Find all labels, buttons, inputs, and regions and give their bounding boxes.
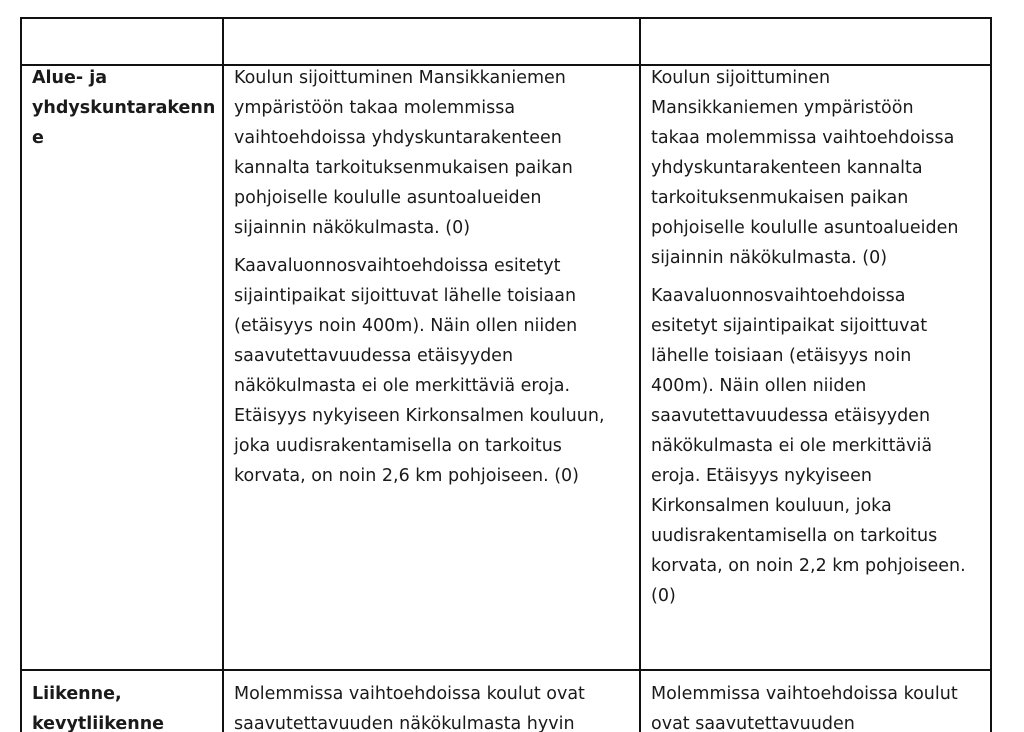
heading-line: kevytliikenne xyxy=(32,714,165,732)
text-line: ovat saavutettavuuden xyxy=(651,714,855,732)
text-line: kannalta tarkoituksenmukaisen paikan xyxy=(234,158,573,178)
heading-line: Alue- ja xyxy=(32,68,108,88)
text-line: takaa molemmissa vaihtoehdoissa xyxy=(651,128,955,148)
text-line: uudisrakentamisella on tarkoitus xyxy=(651,526,938,546)
text-line: korvata, on noin 2,6 km pohjoiseen. (0) xyxy=(234,466,580,486)
column-divider-2 xyxy=(639,17,641,732)
text-line: pohjoiselle koululle asuntoalueiden xyxy=(234,188,542,208)
row1-col3-text xyxy=(651,63,966,611)
text-line: pohjoiselle koululle asuntoalueiden xyxy=(651,218,959,238)
table-border-top xyxy=(20,17,992,19)
text-line: Molemmissa vaihtoehdoissa koulut xyxy=(651,684,958,704)
text-line: esitetyt sijaintipaikat sijoittuvat xyxy=(651,316,928,336)
paragraph xyxy=(651,281,966,611)
text-line: näkökulmasta ei ole merkittäviä xyxy=(651,436,933,456)
paragraph xyxy=(651,63,966,273)
text-line: saavutettavuudessa etäisyyden xyxy=(234,346,514,366)
row-heading-liikenne xyxy=(32,679,164,732)
text-line: Kaavaluonnosvaihtoehdoissa esitetyt xyxy=(234,256,561,276)
paragraph xyxy=(651,679,958,732)
text-line: tarkoituksenmukaisen paikan xyxy=(651,188,909,208)
row2-col3-text xyxy=(651,679,958,732)
text-line: (0) xyxy=(651,586,676,606)
text-line: Koulun sijoittuminen Mansikkaniemen xyxy=(234,68,566,88)
row2-col2-text xyxy=(234,679,585,732)
text-line: sijainnin näkökulmasta. (0) xyxy=(234,218,471,238)
heading-line: Liikenne, xyxy=(32,684,122,704)
paragraph xyxy=(234,251,605,491)
column-divider-1 xyxy=(222,17,224,732)
text-line: 400m). Näin ollen niiden xyxy=(651,376,867,396)
text-line: korvata, on noin 2,2 km pohjoiseen. xyxy=(651,556,966,576)
text-line: Kaavaluonnosvaihtoehdoissa xyxy=(651,286,906,306)
text-line: saavutettavuudessa etäisyyden xyxy=(651,406,931,426)
text-line: Koulun sijoittuminen xyxy=(651,68,831,88)
paragraph xyxy=(234,63,605,243)
heading-line: e xyxy=(32,128,44,148)
heading-line: yhdyskuntarakenn xyxy=(32,98,216,118)
row-divider-2 xyxy=(20,669,992,671)
table-border-left xyxy=(20,17,22,732)
text-line: Mansikkaniemen ympäristöön xyxy=(651,98,914,118)
text-line: joka uudisrakentamisella on tarkoitus xyxy=(234,436,562,456)
text-line: lähelle toisiaan (etäisyys noin xyxy=(651,346,912,366)
text-line: näkökulmasta ei ole merkittäviä eroja. xyxy=(234,376,571,396)
text-line: Kirkonsalmen kouluun, joka xyxy=(651,496,892,516)
text-line: yhdyskuntarakenteen kannalta xyxy=(651,158,923,178)
text-line: saavutettavuuden näkökulmasta hyvin xyxy=(234,714,575,732)
row-heading-alue-ja-yhdyskuntarakenne xyxy=(32,63,215,153)
row1-col2-text xyxy=(234,63,605,491)
text-line: (etäisyys noin 400m). Näin ollen niiden xyxy=(234,316,578,336)
text-line: eroja. Etäisyys nykyiseen xyxy=(651,466,872,486)
paragraph xyxy=(234,679,585,732)
text-line: sijainnin näkökulmasta. (0) xyxy=(651,248,888,268)
text-line: sijaintipaikat sijoittuvat lähelle toisiaan xyxy=(234,286,577,306)
text-line: Etäisyys nykyiseen Kirkonsalmen kouluun, xyxy=(234,406,605,426)
text-line: ympäristöön takaa molemmissa xyxy=(234,98,516,118)
text-line: vaihtoehdoissa yhdyskuntarakenteen xyxy=(234,128,562,148)
text-line: Molemmissa vaihtoehdoissa koulut ovat xyxy=(234,684,585,704)
table-border-right xyxy=(990,17,992,732)
